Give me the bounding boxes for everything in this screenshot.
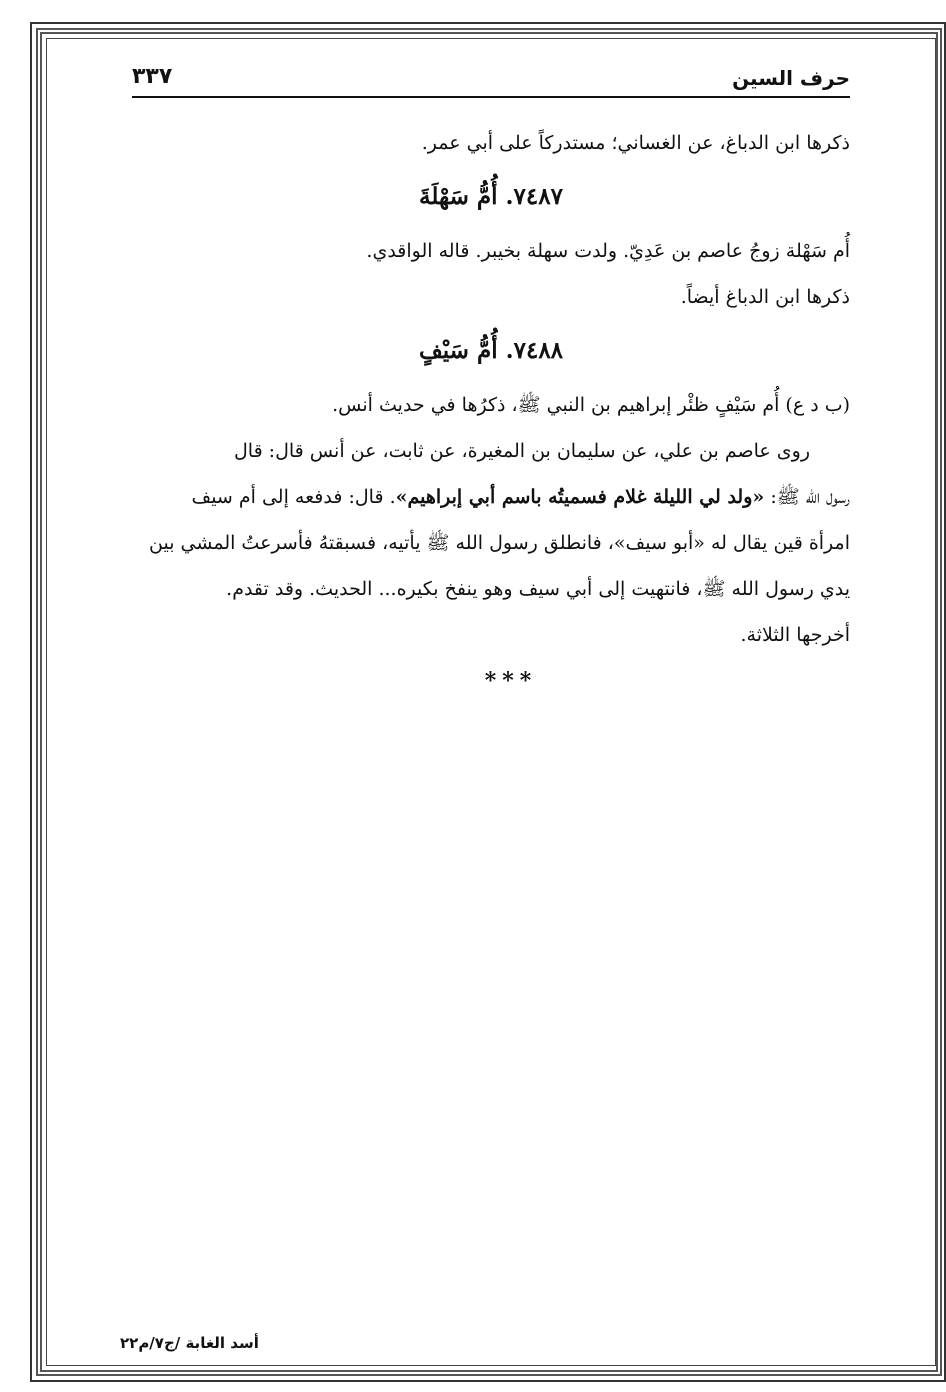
- entry-title: ٧٤٨٨. أُمُّ سَيْفٍ: [418, 337, 564, 364]
- text-line: أُم سَهْلة زوجُ عاصم بن عَدِيّ. ولدت سهلة بخيبر. قاله الواقدي.: [366, 240, 850, 262]
- text-line: روى عاصم بن علي، عن سليمان بن المغيرة، عن ثابت، عن أنس قال: قال: [233, 440, 810, 462]
- text-line: (ب د ع) أُم سَيْفٍ ظئْر إبراهيم بن النبي ﷺ، ذكرُها في حديث أنس.: [332, 394, 850, 416]
- running-head: حرف السين: [732, 66, 850, 90]
- text-line: ذكرها ابن الدباغ أيضاً.: [680, 286, 850, 308]
- text-line: ذكرها ابن الدباغ، عن الغساني؛ مستدركاً على أبي عمر.: [421, 132, 850, 154]
- text-line: [132, 474, 850, 520]
- header-rule: [132, 96, 850, 98]
- text-fragment: رسول الله ﷺ:: [764, 486, 850, 508]
- text-line: أخرجها الثلاثة.: [740, 624, 850, 646]
- hadith-quote: «ولد لي الليلة غلام فسميتُه باسم أبي إبراهيم»: [395, 486, 765, 508]
- text-line: امرأة قين يقال له «أبو سيف»، فانطلق رسول الله ﷺ يأتيه، فسبقتهُ فأسرعتُ المشي بين: [149, 532, 850, 554]
- section-separator: ***: [484, 668, 538, 694]
- page-header: [132, 62, 850, 96]
- text-fragment: . قال: فدفعه إلى أم سيف: [191, 486, 396, 508]
- main-text: [132, 120, 850, 704]
- entry-title: ٧٤٨٧. أُمُّ سَهْلَةَ: [419, 183, 563, 210]
- text-line: يدي رسول الله ﷺ، فانتهيت إلى أبي سيف وهو ينفخ بكيره... الحديث. وقد تقدم.: [226, 578, 850, 600]
- page-number: ٣٣٧: [132, 64, 173, 89]
- footer-signature: أسد الغابة /ج٧/م٢٢: [120, 1334, 259, 1352]
